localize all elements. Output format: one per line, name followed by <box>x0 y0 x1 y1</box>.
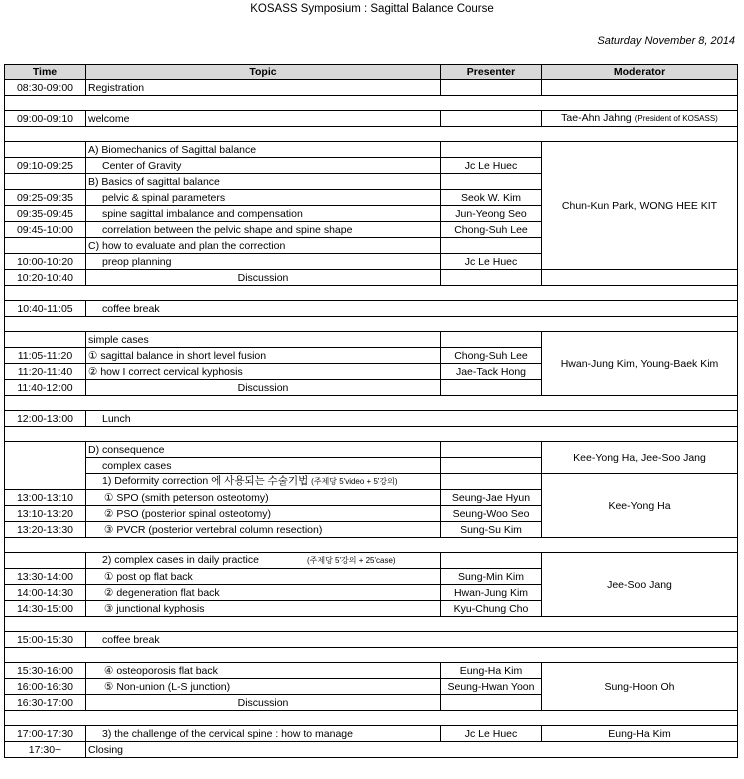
table-row <box>5 726 738 742</box>
presenter-cell: Jc Le Huec <box>441 158 542 174</box>
spacer-row <box>5 396 738 411</box>
table-row <box>5 301 738 317</box>
topic-cell: Discussion <box>86 270 441 286</box>
spacer-row <box>5 427 738 442</box>
topic-cell: ② degeneration flat back <box>86 585 441 601</box>
topic-cell: ② PSO (posterior spinal osteotomy) <box>86 506 441 522</box>
moderator-cell: Tae-Ahn Jahng (President of KOSASS) <box>542 111 738 127</box>
topic-cell: ① SPO (smith peterson osteotomy) <box>86 490 441 506</box>
column-header-time: Time <box>5 65 86 80</box>
moderator-cell: Hwan-Jung Kim, Young-Baek Kim <box>542 332 738 396</box>
spacer-row <box>5 127 738 142</box>
topic-cell: correlation between the pelvic shape and spine shape <box>86 222 441 238</box>
topic-cell: ③ junctional kyphosis <box>86 601 441 617</box>
table-row <box>5 411 738 427</box>
topic-cell: coffee break <box>86 301 738 317</box>
topic-cell: Center of Gravity <box>86 158 441 174</box>
time-cell: 11:40-12:00 <box>5 380 86 396</box>
table-row <box>5 111 738 127</box>
presenter-cell: Jun-Yeong Seo <box>441 206 542 222</box>
time-cell: 15:30-16:00 <box>5 663 86 679</box>
topic-cell: ① sagittal balance in short level fusion <box>86 348 441 364</box>
time-cell: 08:30-09:00 <box>5 80 86 96</box>
topic-cell: 2) complex cases in daily practice (주제당 5'강의 + 25'case) <box>86 553 441 569</box>
topic-cell: Discussion <box>86 695 441 711</box>
topic-cell: Discussion <box>86 380 441 396</box>
presenter-cell: Seok W. Kim <box>441 190 542 206</box>
table-row <box>5 80 738 96</box>
time-cell: 15:00-15:30 <box>5 632 86 648</box>
time-cell: 09:45-10:00 <box>5 222 86 238</box>
moderator-note: (President of KOSASS) <box>634 114 718 123</box>
time-cell: 17:30~ <box>5 742 86 758</box>
time-cell: 12:00-13:00 <box>5 411 86 427</box>
section-heading: C) how to evaluate and plan the correction <box>86 238 441 254</box>
section-heading: A) Biomechanics of Sagittal balance <box>86 142 441 158</box>
column-header-topic: Topic <box>86 65 441 80</box>
presenter-cell: Seung-Woo Seo <box>441 506 542 522</box>
topic-note: (주제당 5'video + 5'강의) <box>311 477 398 486</box>
topic-cell: ② how I correct cervical kyphosis <box>86 364 441 380</box>
topic-cell: spine sagittal imbalance and compensation <box>86 206 441 222</box>
presenter-cell: Chong-Suh Lee <box>441 348 542 364</box>
spacer-row <box>5 648 738 663</box>
presenter-cell: Sung-Min Kim <box>441 569 542 585</box>
time-cell: 10:40-11:05 <box>5 301 86 317</box>
table-row <box>5 442 738 458</box>
spacer-row <box>5 317 738 332</box>
time-cell: 09:10-09:25 <box>5 158 86 174</box>
spacer-row <box>5 96 738 111</box>
spacer-row <box>5 286 738 301</box>
presenter-cell: Eung-Ha Kim <box>441 663 542 679</box>
table-row <box>5 742 738 758</box>
section-heading: B) Basics of sagittal balance <box>86 174 441 190</box>
topic-cell: preop planning <box>86 254 441 270</box>
topic-cell: ⑤ Non-union (L-S junction) <box>86 679 441 695</box>
section-heading: simple cases <box>86 332 441 348</box>
table-row <box>5 270 738 286</box>
topic-cell: ① post op flat back <box>86 569 441 585</box>
time-cell: 14:30-15:00 <box>5 601 86 617</box>
document-date: Saturday November 8, 2014 <box>597 35 735 47</box>
topic-cell: Registration <box>86 80 441 96</box>
presenter-cell: Jae-Tack Hong <box>441 364 542 380</box>
table-row <box>5 663 738 679</box>
time-cell: 13:30-14:00 <box>5 569 86 585</box>
time-cell: 14:00-14:30 <box>5 585 86 601</box>
table-row <box>5 142 738 158</box>
presenter-cell: Jc Le Huec <box>441 726 542 742</box>
topic-cell: Lunch <box>86 411 738 427</box>
time-cell: 13:20-13:30 <box>5 522 86 538</box>
table-row <box>5 632 738 648</box>
presenter-cell: Seung-Jae Hyun <box>441 490 542 506</box>
table-header-row <box>5 65 738 80</box>
time-cell: 17:00-17:30 <box>5 726 86 742</box>
topic-cell: ③ PVCR (posterior vertebral column resection) <box>86 522 441 538</box>
table-row <box>5 332 738 348</box>
document-title: KOSASS Symposium : Sagittal Balance Course <box>250 3 494 15</box>
section-heading: D) consequence <box>86 442 441 458</box>
presenter-cell: Seung-Hwan Yoon <box>441 679 542 695</box>
time-cell: 09:35-09:45 <box>5 206 86 222</box>
presenter-cell: Jc Le Huec <box>441 254 542 270</box>
table-row <box>5 553 738 569</box>
topic-cell: 1) Deformity correction 에 사용되는 수술기법 (주제당 5'video + 5'강의) <box>86 474 441 490</box>
moderator-cell: Kee-Yong Ha <box>542 474 738 538</box>
time-cell: 16:00-16:30 <box>5 679 86 695</box>
table-row <box>5 474 738 490</box>
time-cell: 16:30-17:00 <box>5 695 86 711</box>
spacer-row <box>5 538 738 553</box>
time-cell: 09:25-09:35 <box>5 190 86 206</box>
column-header-presenter: Presenter <box>441 65 542 80</box>
time-cell: 13:10-13:20 <box>5 506 86 522</box>
time-cell: 11:05-11:20 <box>5 348 86 364</box>
moderator-cell: Chun-Kun Park, WONG HEE KIT <box>542 142 738 270</box>
presenter-cell: Sung-Su Kim <box>441 522 542 538</box>
topic-cell: coffee break <box>86 632 738 648</box>
column-header-moderator: Moderator <box>542 65 738 80</box>
time-cell: 11:20-11:40 <box>5 364 86 380</box>
spacer-row <box>5 617 738 632</box>
presenter-cell: Kyu-Chung Cho <box>441 601 542 617</box>
time-cell: 10:00-10:20 <box>5 254 86 270</box>
topic-cell: ④ osteoporosis flat back <box>86 663 441 679</box>
time-cell: 13:00-13:10 <box>5 490 86 506</box>
topic-note: (주제당 5'강의 + 25'case) <box>306 556 396 565</box>
time-cell: 09:00-09:10 <box>5 111 86 127</box>
moderator-cell: Jee-Soo Jang <box>542 553 738 617</box>
moderator-cell: Sung-Hoon Oh <box>542 663 738 711</box>
topic-cell: Closing <box>86 742 738 758</box>
spacer-row <box>5 711 738 726</box>
moderator-cell: Eung-Ha Kim <box>542 726 738 742</box>
presenter-cell: Chong-Suh Lee <box>441 222 542 238</box>
topic-cell: pelvic & spinal parameters <box>86 190 441 206</box>
presenter-cell: Hwan-Jung Kim <box>441 585 542 601</box>
schedule-table <box>4 64 738 758</box>
topic-cell: 3) the challenge of the cervical spine : how to manage <box>86 726 441 742</box>
time-cell: 10:20-10:40 <box>5 270 86 286</box>
section-heading: complex cases <box>86 458 441 474</box>
topic-cell: welcome <box>86 111 441 127</box>
moderator-cell: Kee-Yong Ha, Jee-Soo Jang <box>542 442 738 474</box>
